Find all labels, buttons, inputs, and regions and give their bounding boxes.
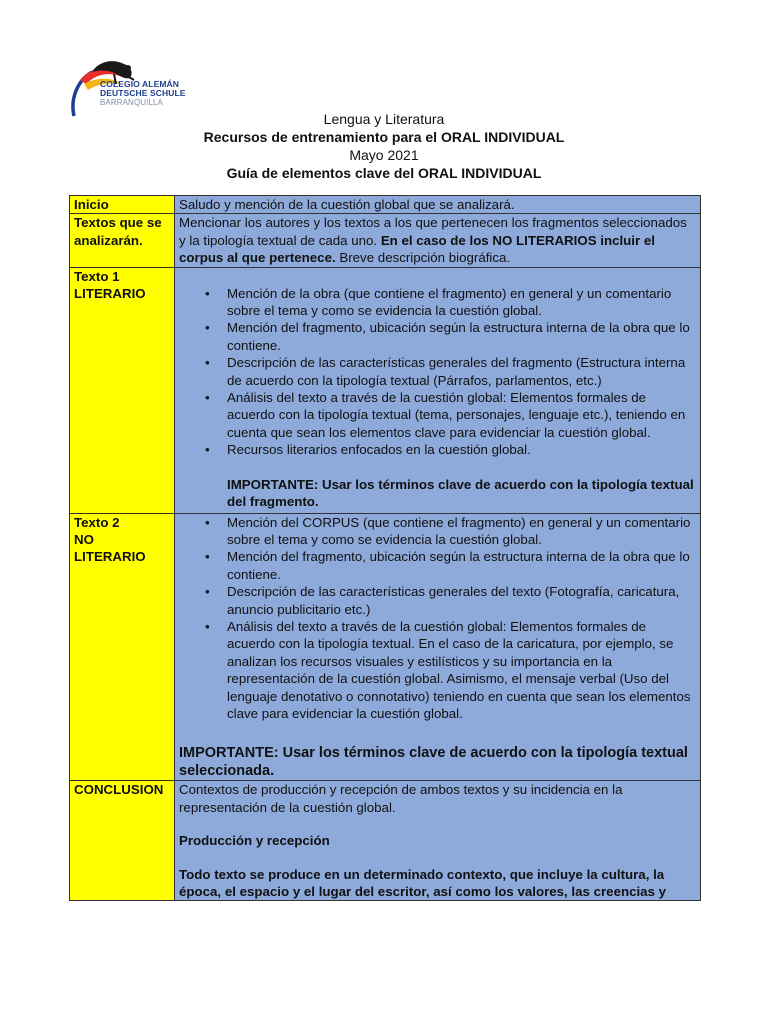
label-text: NO	[74, 531, 94, 547]
document-title: Recursos de entrenamiento para el ORAL INDIVIDUAL	[203, 129, 565, 145]
row-label-textos	[70, 214, 175, 267]
label-text: CONCLUSION	[74, 782, 164, 798]
row-content-conclusion	[175, 781, 701, 901]
content-text: Mencionar los autores y los textos a los que pertenecen los fragmentos seleccionados y la tipología textual de cada uno.	[179, 215, 687, 248]
label-text: analizarán.	[74, 232, 143, 248]
bullet-list	[179, 285, 696, 459]
row-content-texto-2	[175, 513, 701, 781]
label-text: Texto 2	[74, 514, 120, 530]
table-row-conclusion	[70, 781, 701, 901]
list-item: • Descripción de las características generales del fragmento (Estructura interna de acuerdo con la tipología textual (Párrafos, parlamentos, etc.)	[227, 354, 696, 389]
logo-text	[100, 80, 186, 107]
content-text: Saludo y mención de la cuestión global que se analizará.	[179, 197, 515, 212]
row-label-conclusion	[70, 781, 175, 901]
list-item: • Mención del CORPUS (que contiene el fragmento) en general y un comentario sobre el tema y como se evidencia la cuestión global.	[227, 514, 696, 549]
section-heading: Producción y recepción	[179, 833, 330, 849]
content-text: Contextos de producción y recepción de ambos textos y su incidencia en la representación de la cuestión global.	[179, 782, 623, 815]
label-text: Textos que se	[74, 215, 162, 231]
oral-guide-table	[69, 195, 701, 901]
row-content-inicio	[175, 196, 701, 214]
row-label-inicio	[70, 196, 175, 214]
label-text: Inicio	[74, 197, 109, 212]
bullet-list	[179, 514, 696, 723]
table-row-inicio	[70, 196, 701, 214]
table-row-textos	[70, 214, 701, 267]
label-text: LITERARIO	[74, 286, 146, 302]
list-item: • Descripción de las características generales del texto (Fotografía, caricatura, anuncio publicitario etc.)	[227, 583, 696, 618]
label-text: Texto 1	[74, 268, 120, 284]
logo-line-2: DEUTSCHE SCHULE	[100, 88, 186, 98]
document-subtitle: Guía de elementos clave del ORAL INDIVIDUAL	[226, 165, 542, 181]
label-text: LITERARIO	[74, 549, 146, 565]
important-note: IMPORTANTE: Usar los términos clave de acuerdo con la tipología textual seleccionada.	[179, 745, 688, 780]
list-item: • Mención del fragmento, ubicación según la estructura interna de la obra que lo contiene.	[227, 319, 696, 354]
content-bold-text: En el caso de los NO LITERARIOS incluir el corpus al que pertenece.	[179, 232, 655, 266]
row-label-texto-2	[70, 513, 175, 781]
list-item: • Análisis del texto a través de la cuestión global: Elementos formales de acuerdo con la tipología textual. En el caso de la caricatura, por ejemplo, se analizan los recursos visuales y estilísticos y su importancia en la representación de la cuestión global. Asimismo, el mensaje verbal (Uso del lenguaje denotativo o connotativo) teniendo en cuenta que sean los elementos clave para evidenciar la cuestión global.	[227, 618, 696, 722]
logo-line-3: BARRANQUILLA	[100, 98, 163, 107]
row-label-texto-1	[70, 267, 175, 513]
important-note: IMPORTANTE: Usar los términos clave de acuerdo con la tipología textual del fragmento.	[227, 476, 694, 510]
subject-line: Lengua y Literatura	[323, 111, 445, 127]
list-item: • Mención de la obra (que contiene el fragmento) en general y un comentario sobre el tema y como se evidencia la cuestión global.	[227, 285, 696, 320]
list-item: • Análisis del texto a través de la cuestión global: Elementos formales de acuerdo con la tipología textual (tema, personajes, lenguaje etc.), teniendo en cuenta que sean los elementos clave para evidenciar la cuestión global.	[227, 389, 696, 441]
row-content-textos	[175, 214, 701, 267]
content-bold-text: Todo texto se produce en un determinado contexto, que incluye la cultura, la época, el espacio y el lugar del escritor, así como los valores, las creencias y	[179, 866, 667, 899]
table-row-texto-2	[70, 513, 701, 781]
table-row-texto-1	[70, 267, 701, 513]
logo-line-1: COLEGIO ALEMÁN	[100, 79, 179, 89]
document-date: Mayo 2021	[349, 147, 419, 163]
list-item: • Mención del fragmento, ubicación según la estructura interna de la obra que lo contiene.	[227, 548, 696, 583]
document-header	[0, 110, 768, 182]
row-content-texto-1	[175, 267, 701, 513]
content-text: Breve descripción biográfica.	[335, 250, 511, 266]
list-item: • Recursos literarios enfocados en la cuestión global.	[227, 441, 696, 458]
